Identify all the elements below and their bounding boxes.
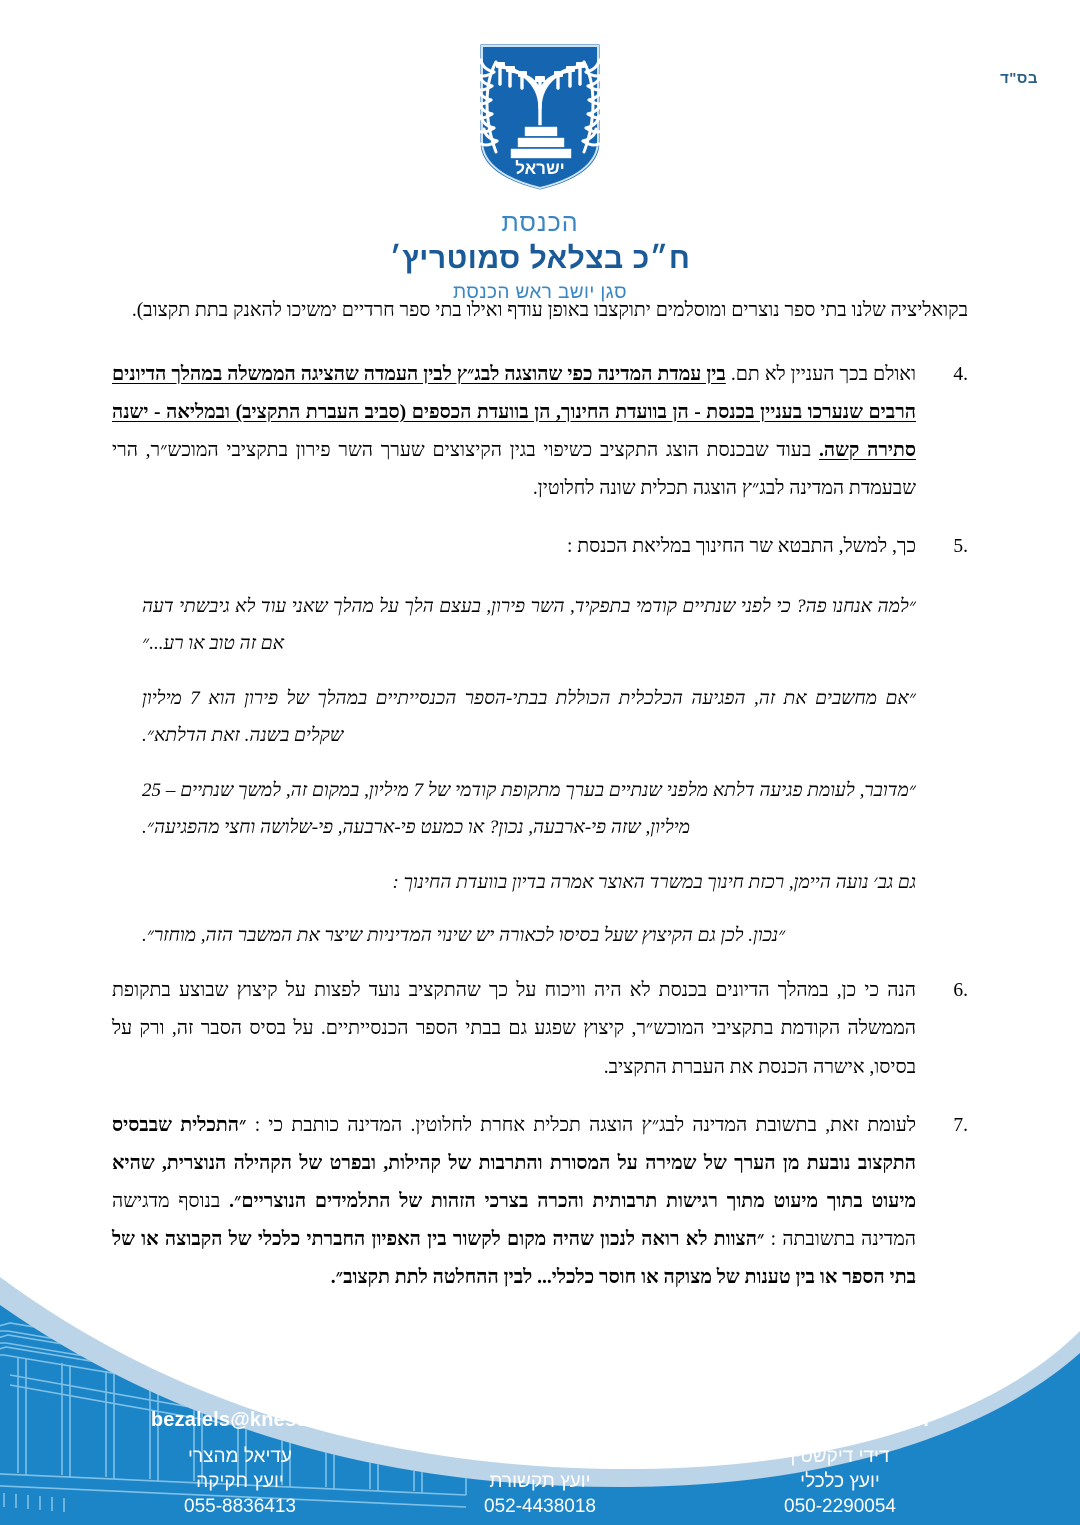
item7-seg-2-emphasis: ״התכלית שבבסיס התקצוב נובעת מן הערך של שמירה על המסורת והתרבות של קהילות, ובפרט של הקהילה הנוצרית, שהיא מיעוט בתוך מיעוט מתוך רגישות תרבותית והכרה בצרכי הזהות של התלמידים הנוצריים״.: [112, 1114, 917, 1212]
footer-fax: 02-6408375: [400, 1408, 510, 1431]
staff-phone: 055-8836413: [184, 1495, 296, 1517]
staff-phone: 050-2290054: [784, 1495, 896, 1517]
list-item-4: [112, 356, 968, 508]
quote-4: ״נכון. לכן גם הקיצוץ שעל בסיסו לכאורה יש שינוי המדיניות שיצר את המשבר הזה, מוחזר״.: [142, 925, 786, 947]
letterhead-line-knesset: הכנסת: [501, 209, 579, 237]
list-item-number: 7.: [953, 1114, 968, 1136]
letterhead-line-title: סגן יושב ראש הכנסת: [453, 282, 627, 304]
footer-fax-label: , פקס:: [515, 1408, 575, 1431]
item7-seg-1: לעומת זאת, בתשובת המדינה לבג״ץ הוצגה תכלית אחרת לחלוטין. המדינה כותבת כי :: [246, 1114, 916, 1136]
staff-name: דידי דיקשטין: [790, 1445, 890, 1467]
footer-email[interactable]: bezalels@knesset.gov.il: [150, 1408, 384, 1431]
list-item-text: [112, 356, 916, 508]
list-item-5: [112, 528, 968, 566]
staff-name: איתן פולד: [501, 1445, 579, 1467]
list-item-text: כך, למשל, התבטא שר החינוך במליאת הכנסת :: [566, 536, 916, 558]
letterhead-line-member-name: ח״כ בצלאל סמוטריץ׳: [389, 242, 691, 275]
staff-member: [390, 1444, 690, 1519]
footer-separator: |: [389, 1408, 396, 1431]
footer-staff-list: [0, 1444, 1080, 1519]
item4-seg-2-emphasis: בין עמדת המדינה כפי שהוצגה לבג״ץ לבין העמדה שהציגה הממשלה במהלך הדיונים הרבים שנערכו בעניין בכנסת - הן בוועדת החינוך, הן בוועדת הכספים (סביב העברת התקציב) ובמליאה - ישנה סתירה קשה.: [112, 364, 916, 462]
list-item-text: הנה כי כן, במהלך הדיונים בכנסת לא היה וויכוח על כך שהתקציב נועד לפצות על קיצוץ שבוצע בתקופת הממשלה הקודמת בתקציבי המוכש״ר, קיצוץ שפגע גם בבתי הספר הכנסייתיים. על בסיס הסבר זה, ורק על בסיסו, אישרה הכנסת את העברת התקציב.: [112, 980, 916, 1078]
quote-3: ״מדובר, לעומת פגיעה דלתא מלפני שנתיים בערך מתקופת קודמי של 7 מיליון, במקום זה, למשך שנתיים – 25 מיליון, שזה פי-ארבעה, נכון? או כמעט פי-ארבעה, פי-שלושה וחצי מהפגיעה״.: [142, 780, 916, 839]
list-item-6: [112, 972, 968, 1086]
svg-text:ישראל: ישראל: [515, 159, 565, 178]
intro-paragraph: בקואליציה שלנו בתי ספר נוצרים ומוסלמים יתוקצבו באופן עודף ואילו בתי ספר חרדיים ימשיכו להאנק בתת תקצוב).: [131, 300, 968, 321]
israel-state-emblem-icon: [472, 38, 608, 196]
list-item-number: 6.: [953, 980, 968, 1002]
footer-address-line: [0, 1409, 1080, 1432]
page-footer: [0, 1235, 1080, 1525]
staff-role: יועץ תקשורת: [489, 1470, 591, 1492]
list-item-number: 5.: [953, 536, 968, 558]
quote-2: ״אם מחשבים את זה, הפגיעה הכלכלית הכוללת בבתי-הספר הכנסייתיים במהלך של פירון הוא 7 מיליון שקלים בשנה. זאת הדלתא״.: [142, 688, 916, 747]
staff-role: יועץ חקיקה: [196, 1470, 284, 1492]
list-item-number: 4.: [953, 364, 968, 386]
item7-seg-4-emphasis: ״הצוות לא רואה לנכון שהיה מקום לקשור בין האפיון החברתי כלכלי של הקבוצה או של בתי הספר או בין טענות של מצוקה או חוסר כלכלי... לבין ההחלטה לתת תקצוב״.: [112, 1228, 916, 1288]
footer-phone: 02-6408024: [574, 1408, 684, 1431]
item7-seg-3: בנוסף מדגישה המדינה בתשובתה :: [112, 1190, 916, 1250]
letterhead: [0, 38, 1080, 306]
item4-seg-3: בעוד שבכנסת הוצג התקציב כשיפוי בגין הקיצוצים שערך השר פירון בתקציבי המוכש״ר, הרי שבעמדת המדינה לבג״ץ הוצגה תכלית שונה לחלוטין.: [112, 440, 916, 500]
item4-seg-1: ואולם בכך העניין לא תם.: [725, 364, 916, 386]
staff-phone: 052-4438018: [484, 1495, 596, 1517]
staff-member: [90, 1444, 390, 1519]
staff-member: [690, 1444, 990, 1519]
bsd-mark: בס"ד: [1000, 70, 1038, 87]
quote-1: ״למה אנחנו פה? כי לפני שנתיים קודמי בתפקיד, השר פירון, בעצם הלך על מהלך שאני עוד לא גיבשתי דעה אם זה טוב או רע...״: [142, 596, 916, 655]
document-body: [112, 292, 968, 1317]
staff-name: עדיאל מהצרי: [188, 1445, 292, 1467]
staff-role: יועץ כלכלי: [800, 1470, 880, 1492]
footer-address-hebrew: הכנסת ירושלים 91950. טל: [689, 1408, 930, 1431]
attribution-line: גם גב׳ נועה היימן, רכזת חינוך במשרד האוצר אמרה בדיון בוועדת החינוך :: [392, 872, 916, 894]
